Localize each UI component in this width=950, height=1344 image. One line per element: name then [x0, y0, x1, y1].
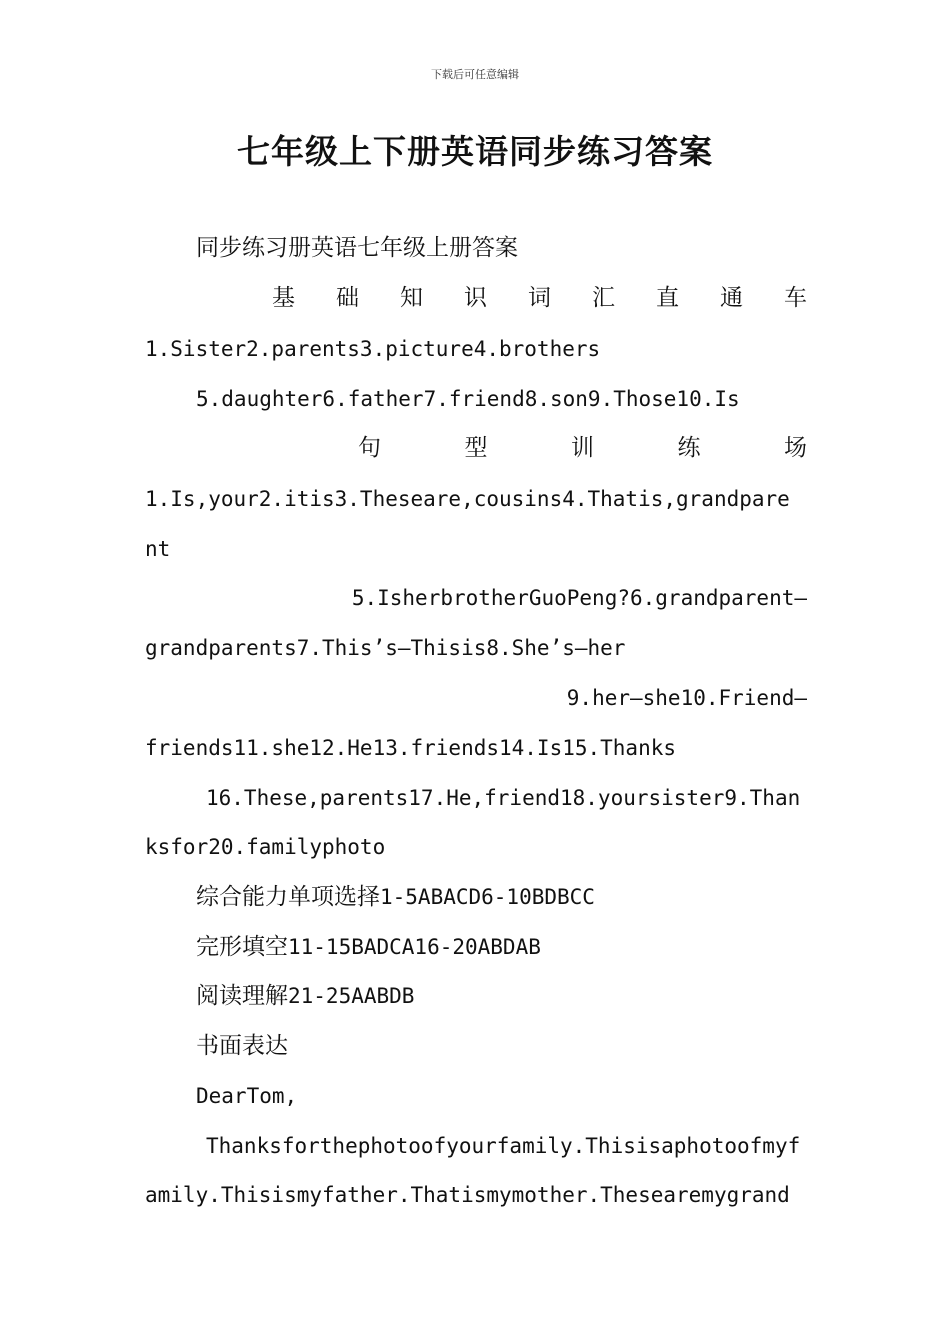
heading-char: 练 [677, 435, 701, 461]
heading-char: 础 [336, 285, 359, 311]
answer-line: 5.daughter6.father7.friend8.son9.Those10.Is [196, 387, 740, 411]
comprehensive-value: 1-5ABACD6-10BDBCC [380, 885, 595, 909]
heading-char: 通 [720, 285, 743, 311]
heading-char: 训 [571, 435, 594, 461]
subtitle: 同步练习册英语七年级上册答案 [196, 235, 518, 261]
section-heading-vocab [272, 283, 807, 313]
answer-line: grandparents7.This’s—Thisis8.She’s—her [145, 636, 626, 660]
answer-line: 1.Sister2.parents3.picture4.brothers [145, 337, 601, 361]
header-note: 下载后可任意编辑 [431, 68, 519, 81]
heading-char: 型 [464, 435, 488, 461]
letter-line: amily.Thisismyfather.Thatismymother.Thesearemygrand [145, 1183, 790, 1207]
reading-label: 阅读理解 [196, 983, 288, 1009]
heading-char: 直 [656, 285, 679, 311]
reading-value: 21-25AABDB [288, 984, 415, 1008]
heading-char: 知 [400, 285, 423, 311]
heading-char: 句 [358, 435, 381, 461]
cloze-answers [196, 932, 807, 962]
writing-label: 书面表达 [196, 1033, 288, 1059]
letter-line: Thanksforthephotoofyourfamily.Thisisaphotoofmyf [206, 1134, 801, 1158]
cloze-label: 完形填空 [196, 934, 288, 960]
answer-line: 16.These,parents17.He,friend18.yoursister9.Than [206, 786, 801, 810]
answer-line: 1.Is,your2.itis3.Theseare,cousins4.Thatis,grandpare [145, 487, 790, 511]
section-heading-sentence [358, 433, 807, 463]
heading-char: 词 [528, 285, 551, 311]
heading-char: 汇 [592, 285, 615, 311]
answer-line: friends11.she12.He13.friends14.Is15.Thanks [145, 736, 677, 760]
answer-line: ksfor20.familyphoto [145, 835, 386, 859]
heading-char: 基 [272, 285, 295, 311]
heading-char: 车 [784, 285, 807, 311]
answer-line: 5.IsherbrotherGuoPeng?6.grandparent— [351, 586, 807, 610]
reading-answers [196, 981, 807, 1011]
letter-greeting: DearTom, [196, 1084, 298, 1108]
comprehensive-answers [196, 882, 807, 912]
page-title: 七年级上下册英语同步练习答案 [237, 132, 713, 171]
answer-line: 9.her—she10.Friend— [566, 686, 807, 710]
cloze-value: 11-15BADCA16-20ABDAB [288, 935, 541, 959]
comprehensive-label: 综合能力单项选择 [196, 884, 380, 910]
answer-line: nt [145, 537, 171, 561]
heading-char: 场 [784, 435, 807, 461]
heading-char: 识 [464, 285, 487, 311]
